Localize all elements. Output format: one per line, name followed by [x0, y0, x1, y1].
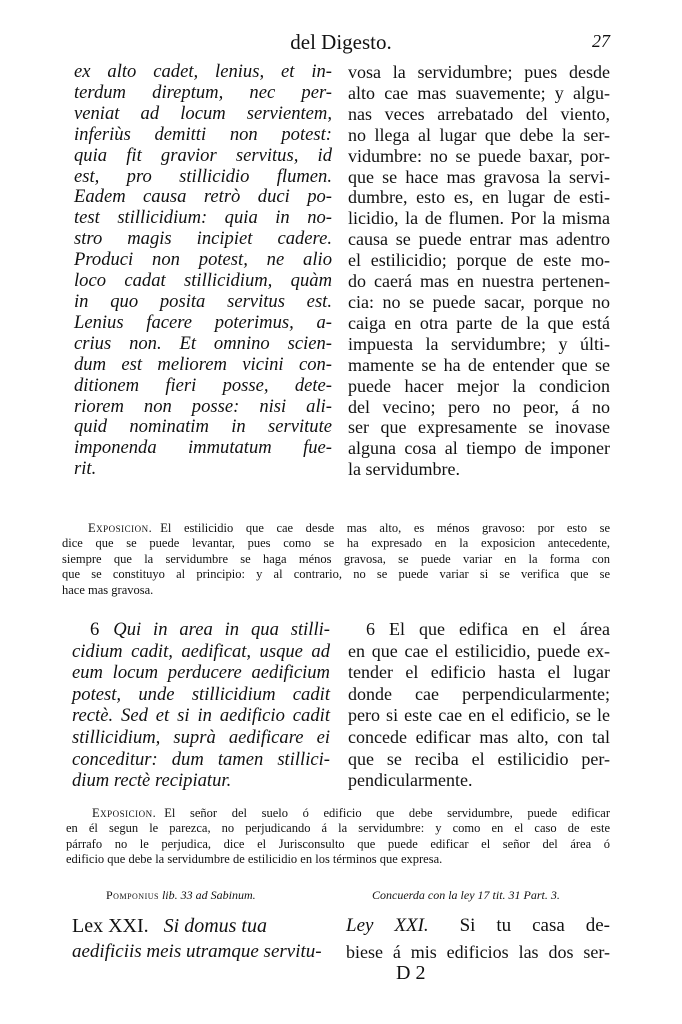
spanish-line: donde cae perpendicularmente;: [348, 683, 610, 704]
latin-line: Produci non potest, ne alio: [74, 249, 332, 271]
latin-column-2: [72, 619, 330, 792]
page-number: 27: [592, 31, 610, 51]
spanish-line: ser que expresamente se inovase: [348, 417, 610, 438]
spanish-line: mamente se ha de entender que se: [348, 354, 610, 375]
latin-line: rit.: [74, 458, 97, 480]
spanish-line: el estilicidio; porque de este mo-: [348, 250, 610, 271]
citation-author: Pomponius: [106, 888, 159, 902]
ley-spanish-line: Si tu casa de-: [459, 915, 610, 936]
citation-right: Concuerda con la ley 17 tit. 31 Part. 3.: [372, 888, 560, 902]
exposition-2: [66, 806, 610, 868]
spanish-line: vidumbre: no se puede baxar, por-: [348, 145, 610, 166]
lex-latin-line: Si domus tua: [163, 915, 267, 937]
citation-left: [106, 888, 256, 903]
lex-spanish-block: [346, 913, 610, 965]
spanish-line: [348, 619, 610, 641]
latin-line: [72, 619, 330, 641]
spanish-line: caiga en otra parte de la que está: [348, 312, 610, 333]
exposition-line: que se constituyo al principio: y al contrario, no se puede variar si se verifica que se: [62, 567, 610, 582]
spanish-line: causa se puede entrar mas adentro: [348, 229, 610, 250]
latin-column-1: [74, 62, 332, 480]
latin-line: veniat ad locum servientem,: [74, 102, 332, 124]
exposition-line: en él segun le parezca, no perjudicando á la servidumbre: y como en el caso de este: [66, 821, 610, 836]
spanish-column-1: [348, 62, 610, 480]
latin-line: in quo posita servitus est.: [74, 290, 332, 312]
latin-line: riorem non posse: nisi ali-: [74, 395, 332, 417]
latin-line: cidium cadit, aedificat, usque ad: [72, 640, 330, 662]
spanish-column-2: [348, 619, 610, 792]
latin-line: eum locum perducere aedificium: [72, 662, 330, 684]
lex-label: Lex XXI.: [72, 915, 149, 937]
latin-line: dium rectè recipiatur.: [72, 770, 232, 792]
signature-mark: D 2: [396, 962, 426, 984]
latin-line: Lenius facere poterimus, a-: [74, 311, 332, 333]
spanish-line: pendicularmente.: [348, 770, 473, 791]
spanish-line: tender el edificio hasta el lugar: [348, 662, 610, 683]
paragraph-number: 6: [90, 619, 100, 640]
ley-label: Ley XXI.: [346, 915, 429, 936]
exposition-line-text: El señor del suelo ó edificio que debe servidumbre, puede edificar: [164, 806, 610, 820]
latin-line: loco cadat stillicidium, quàm: [74, 270, 332, 292]
spanish-line: en que cae el estilicidio, puede ex-: [348, 640, 610, 661]
exposition-line: [62, 521, 610, 536]
latin-line: est, pro stillicidio flumen.: [74, 165, 332, 187]
spanish-line: puede hacer mejor la condicion: [348, 375, 610, 396]
spanish-line: nas veces arrebatado del viento,: [348, 103, 610, 124]
latin-line-text: Qui in area in qua stilli-: [113, 619, 330, 640]
spanish-line: concede edificar mas alto, con tal: [348, 726, 610, 747]
exposition-line: párrafo no le perjudica, dice el Jurisconsulto que puede edificar el señor del área ó: [66, 836, 610, 851]
exposition-line: siempre que la servidumbre se haga ménos gravosa, se puede variar en la forma con: [62, 551, 610, 566]
paragraph-number: 6: [366, 619, 375, 639]
latin-line: terdum direptum, nec per-: [74, 81, 332, 103]
citation-reference: lib. 33 ad Sabinum.: [161, 888, 256, 902]
lex-latin-line: aedificiis meis utramque servitu-: [72, 941, 322, 962]
spanish-line: alto cae mas suavemente; y algu-: [348, 82, 610, 103]
spanish-line: que se reciba el estilicidio per-: [348, 748, 610, 769]
spanish-line: dumbre, esto es, en lugar de esti-: [348, 187, 610, 208]
exposition-line-text: El estilicidio que cae desde mas alto, es ménos gravoso: por esto se: [160, 521, 610, 535]
spanish-line: pero si este cae en el edificio, se le: [348, 705, 610, 726]
exposition-line: hace mas gravosa.: [62, 582, 154, 597]
latin-line: dum est meliorem vicini con-: [74, 353, 332, 375]
running-header: del Digesto.: [290, 30, 392, 54]
latin-line: conceditur: dum tamen stillici-: [72, 748, 330, 770]
latin-line: quia fit gravior servitus, id: [74, 144, 332, 166]
spanish-line: no llega al lugar que debe la ser-: [348, 124, 610, 145]
spanish-line: cia: no se puede sacar, porque no: [348, 291, 610, 312]
latin-line: Eadem causa retrò duci po-: [74, 186, 332, 208]
spanish-line: vosa la servidumbre; pues desde: [348, 62, 610, 82]
spanish-line: que se hace mas gravosa la servi-: [348, 166, 610, 187]
lex-latin-block: [72, 913, 330, 965]
latin-line: imponenda immutatum fue-: [74, 437, 332, 459]
spanish-line: do caerá mas en nuestra pertenen-: [348, 271, 610, 292]
spanish-line: impuesta la servidumbre; y últi-: [348, 333, 610, 354]
exposition-line: [66, 806, 610, 821]
latin-line: inferiùs demitti non potest:: [74, 123, 332, 145]
latin-line: potest, unde stillicidium cadit: [72, 683, 330, 705]
latin-line: crius non. Et omnino scien-: [74, 332, 332, 354]
ley-spanish-line: biese á mis edificios las dos ser-: [346, 942, 610, 962]
exposition-label: Exposicion.: [88, 521, 153, 535]
exposition-1: [62, 521, 610, 598]
spanish-line: la servidumbre.: [348, 459, 460, 480]
exposition-line: edificio que debe la servidumbre de estilicidio en los términos que expresa.: [66, 852, 443, 867]
latin-line: ditionem fieri posse, dete-: [74, 374, 332, 396]
exposition-label: Exposicion.: [92, 806, 157, 820]
spanish-line: del vecino; pero no peor, á no: [348, 396, 610, 417]
latin-line: stro magis incipiet cadere.: [74, 228, 332, 250]
latin-line: ex alto cadet, lenius, et in-: [74, 61, 332, 82]
latin-line: quid nominatim in servitute: [74, 416, 332, 438]
latin-line: stillicidium, suprà aedificare ei: [72, 726, 330, 748]
spanish-line: licidio, la de flumen. Por la misma: [348, 208, 610, 229]
spanish-line-text: El que edifica en el área: [389, 619, 610, 639]
spanish-line: alguna cosa al tiempo de imponer: [348, 438, 610, 459]
latin-line: test stillicidium: quia in no-: [74, 207, 332, 229]
exposition-line: dice que se puede levantar, pues como se ha expresado en la exposicion antecedente,: [62, 536, 610, 551]
latin-line: rectè. Sed et si in aedificio cadit: [72, 705, 330, 727]
